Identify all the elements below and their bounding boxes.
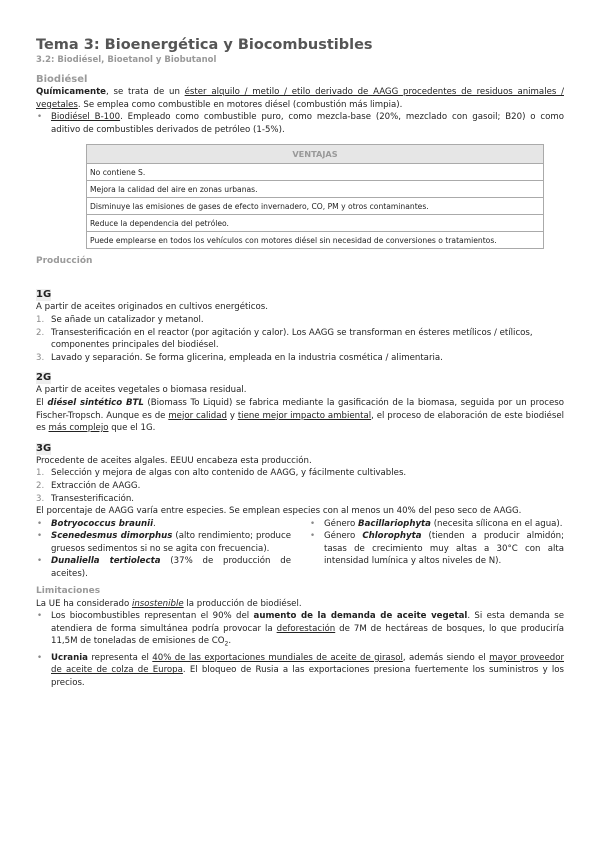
species-text: (necesita sílicona en el agua). xyxy=(430,518,563,529)
lim-intro-u: insostenible xyxy=(131,598,184,609)
g2-intro: A partir de aceites vegetales o biomasa residual. xyxy=(36,385,247,396)
table-cell: Disminuye las emisiones de gases de efecto invernadero, CO, PM y otros contaminantes. xyxy=(87,198,544,215)
lim-b1-bold: aumento de la demanda de aceite vegetal xyxy=(253,611,468,622)
gen-3g-label: 3G xyxy=(36,442,52,454)
intro-text-2: . Se emplea como combustible en motores diésel (combustión más limpia). xyxy=(77,99,403,110)
page-subtitle: 3.2: Biodiésel, Bioetanol y Biobutanol xyxy=(36,55,217,65)
lim-b2-u1: 40% de las exportaciones mundiales de aceite de girasol xyxy=(152,652,403,663)
g1-intro: A partir de aceites originados en cultivos energéticos. xyxy=(36,302,268,313)
biodiesel-bullets xyxy=(36,111,564,136)
species-name: Scenedesmus dimorphus xyxy=(51,531,173,542)
species-text: (37% de producción de aceites). xyxy=(51,556,291,580)
lim-b1-t2: . Si esta demanda se atendiera de forma simultánea podría provocar la xyxy=(51,611,564,634)
table-row xyxy=(87,164,544,181)
lim-b2-bold: Ucrania xyxy=(51,652,88,663)
species-name: Bacillariophyta xyxy=(358,518,431,529)
species-left xyxy=(36,518,291,581)
species-pre: Género xyxy=(324,531,363,542)
lim-b1-u: deforestación xyxy=(276,623,336,634)
list-item xyxy=(36,555,291,580)
table-row xyxy=(87,198,544,215)
list-item: 2. Transesterificación en el reactor (por agitación y calor). Los AAGG se transforman en ésteres metílicos / etílicos, componentes principales del biodiésel. xyxy=(36,327,533,351)
lim-b2-t2: , además siendo el xyxy=(402,652,490,663)
species-right xyxy=(309,518,564,581)
g3-step-1: Selección y mejora de algas con alto contenido de AAGG, y fácilmente cultivables. xyxy=(51,468,407,479)
g2-u3: más complejo xyxy=(48,423,109,434)
g1-step-1: Se añade un catalizador y metanol. xyxy=(51,314,204,325)
species-name: Botryococcus braunii xyxy=(51,518,154,529)
lim-b2-u2: mayor proveedor de aceite de colza de Europa xyxy=(51,652,564,676)
g3-step-3: Transesterificación. xyxy=(51,493,135,504)
list-item xyxy=(36,518,291,531)
g3-steps xyxy=(36,467,564,505)
g2-t2: (Biomass To Liquid) se fabrica mediante la gasificación de la biomasa, seguida por un proceso Fischer-Tropsch. Aunque es de xyxy=(36,397,564,421)
species-text: (tienden a producir almidón; tasas de crecimiento muy altas a 30°C con alta intensidad lumínica y altos niveles de N). xyxy=(324,531,564,567)
species-name: Dunaliella tertiolecta xyxy=(51,556,161,567)
gen-1g-label: 1G xyxy=(36,289,52,301)
g2-bold: diésel sintético BTL xyxy=(47,397,144,408)
intro-underline: éster alquilo / metilo / etilo derivado de AAGG procedentes de residuos animales / vegetales xyxy=(36,87,564,110)
lim-b2-t1: representa el xyxy=(87,652,153,663)
b100-label: Biodiésel B-100 xyxy=(51,112,121,123)
g1-step-3: Lavado y separación. Se forma glicerina, empleada en la industria cosmética / alimentaria. xyxy=(51,352,443,363)
species-pre: Género xyxy=(324,518,359,529)
g3-intro: Procedente de aceites algales. EEUU encabeza esta producción. xyxy=(36,455,312,466)
species-text: (alto rendimiento; produce gruesos sedimentos si no se agita con frecuencia). xyxy=(51,531,291,554)
limitaciones-intro xyxy=(36,598,564,611)
g2-u2: tiene mejor impacto ambiental xyxy=(237,410,372,421)
page-title: Tema 3: Bioenergética y Biocombustibles xyxy=(36,37,373,53)
g1-steps xyxy=(36,314,564,364)
list-item: 1. Se añade un catalizador y metanol. xyxy=(36,314,204,325)
species-name: Chlorophyta xyxy=(362,531,422,542)
table-row xyxy=(87,181,544,198)
ventajas-header: VENTAJAS xyxy=(87,145,544,164)
table-row xyxy=(87,232,544,249)
list-item xyxy=(309,530,564,568)
ventajas-table xyxy=(86,144,544,249)
g2-t3: y xyxy=(226,410,238,421)
list-item: 2. Extracción de AAGG. xyxy=(36,480,141,491)
lim-b1-t4: . xyxy=(228,636,232,647)
lim-intro-2: la producción de biodiésel. xyxy=(183,598,302,609)
limitaciones-bullets xyxy=(36,610,564,689)
section-produccion-heading: Producción xyxy=(36,256,93,267)
list-item xyxy=(309,518,564,531)
list-item xyxy=(36,610,564,652)
table-row xyxy=(87,215,544,232)
list-item xyxy=(36,652,564,690)
gen-2g-label: 2G xyxy=(36,372,52,384)
species-text: . xyxy=(153,518,156,529)
list-item xyxy=(36,530,291,555)
lim-b1-sub: 2 xyxy=(224,641,229,649)
lim-b1-t1: Los biocombustibles representan el 90% del xyxy=(51,611,254,622)
g2-description xyxy=(36,397,564,435)
g2-t1: El xyxy=(36,397,48,408)
biodiesel-intro xyxy=(36,86,564,111)
table-cell: Mejora la calidad del aire en zonas urbanas. xyxy=(87,181,544,198)
g2-t4: , el proceso de elaboración de este biodiésel es xyxy=(36,410,564,434)
list-item: 3. Transesterificación. xyxy=(36,493,135,504)
intro-bold: Químicamente xyxy=(36,87,107,97)
section-biodiesel-heading: Biodiésel xyxy=(36,74,88,85)
g1-step-2: Transesterificación en el reactor (por agitación y calor). Los AAGG se transforman en ésteres metílicos / etílicos, componentes principales del biodiésel. xyxy=(51,327,533,351)
list-item: 1. Selección y mejora de algas con alto contenido de AAGG, y fácilmente cultivables. xyxy=(36,468,407,479)
list-item: 3. Lavado y separación. Se forma glicerina, empleada en la industria cosmética / alimentaria. xyxy=(36,352,443,363)
lim-b2-t3: . El bloqueo de Rusia a las exportaciones presiona fuertemente los suministros y los precios. xyxy=(51,665,564,688)
g3-porcentaje: El porcentaje de AAGG varía entre especies. Se emplean especies con al menos un 40% del peso seco de AAGG. xyxy=(36,506,522,517)
g2-u1: mejor calidad xyxy=(168,410,227,421)
species-columns xyxy=(36,518,564,581)
lim-b1-t3: de 7M de hectáreas de bosques, lo que produciría 11,5M de toneladas de emisiones de CO xyxy=(51,623,565,647)
bullet-b100 xyxy=(36,111,564,136)
g2-t5: que el 1G. xyxy=(108,423,156,434)
table-cell: Reduce la dependencia del petróleo. xyxy=(87,215,544,232)
table-cell: No contiene S. xyxy=(87,164,544,181)
section-limitaciones-heading: Limitaciones xyxy=(36,585,101,596)
b100-text: . Empleado como combustible puro, como mezcla-base (20%, mezclado con gasoil; B20) o como aditivo de combustibles derivados de petróleo (1-5%). xyxy=(51,112,564,135)
intro-text-1: , se trata de un xyxy=(106,87,185,97)
lim-intro-1: La UE ha considerado xyxy=(36,598,132,609)
g3-step-2: Extracción de AAGG. xyxy=(51,480,141,491)
table-cell: Puede emplearse en todos los vehículos con motores diésel sin necesidad de conversiones o tratamientos. xyxy=(87,232,544,249)
